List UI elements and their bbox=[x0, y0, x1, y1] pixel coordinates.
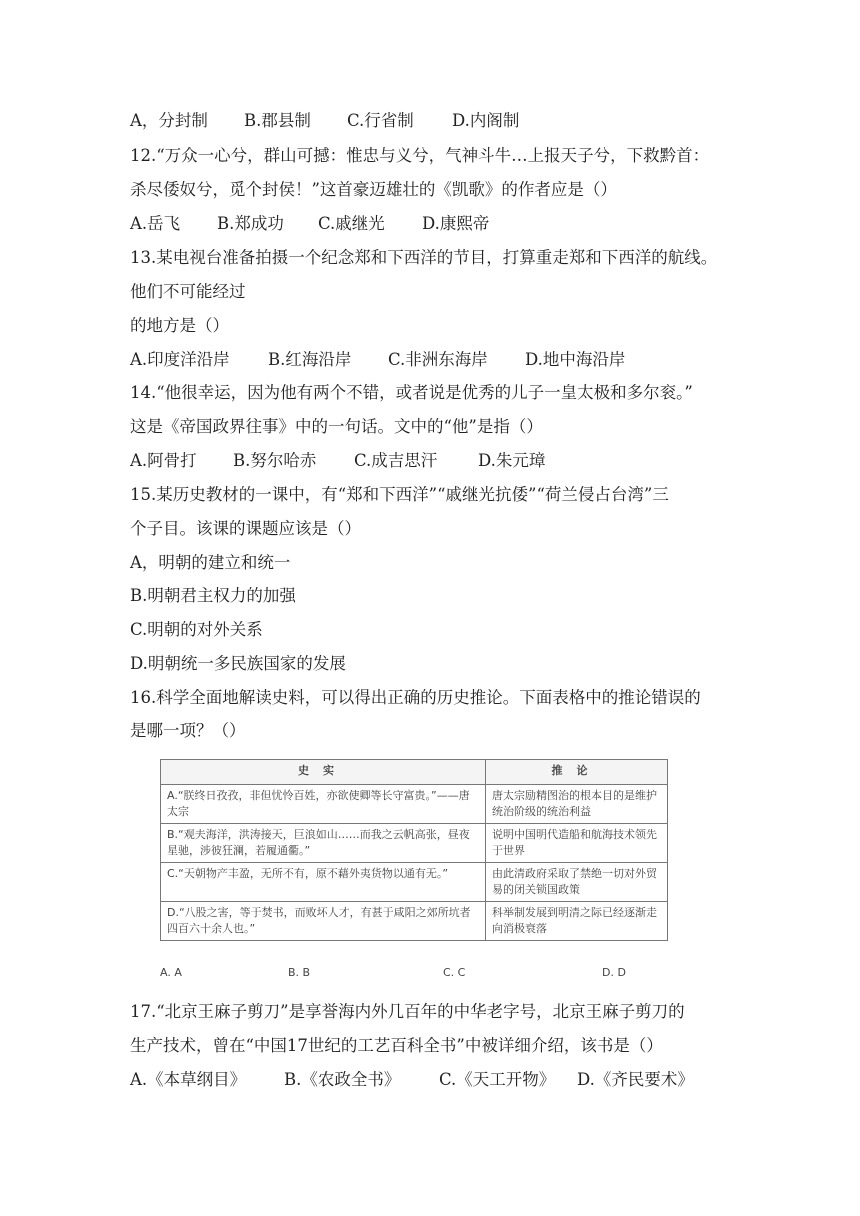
q15-stem-line1: 15.某历史教材的一课中，有“郑和下西洋”“戚继光抗倭”“荷兰侵占台湾”三 bbox=[130, 485, 669, 504]
table-row bbox=[161, 863, 668, 902]
q14-stem-line1: 14.“他很幸运，因为他有两个不错，或者说是优秀的儿子一皇太极和多尔衮。” bbox=[130, 383, 693, 402]
q14-options bbox=[130, 450, 545, 472]
table-cell-inference: 唐太宗励精图治的根本目的是维护统治阶级的统治利益 bbox=[486, 785, 668, 824]
q17-option-d: D.《齐民要术》 bbox=[577, 1070, 694, 1089]
q17-option-b: B.《农政全书》 bbox=[284, 1070, 401, 1089]
q17-stem-line2: 生产技术，曾在“中国17世纪的工艺百科全书”中被详细介绍，该书是（） bbox=[130, 1036, 663, 1055]
q16-stem-line1: 16.科学全面地解读史料，可以得出正确的历史推论。下面表格中的推论错误的 bbox=[130, 688, 701, 707]
q17-option-a: A.《本草纲目》 bbox=[130, 1070, 247, 1089]
table-row bbox=[161, 785, 668, 824]
table-cell-fact: A.“朕终日孜孜，非但忧怜百姓，亦欲使卿等长守富贵。”——唐太宗 bbox=[161, 785, 486, 824]
q16-option-b: B. B bbox=[288, 966, 311, 979]
q11-option-b: B.郡县制 bbox=[244, 111, 311, 130]
table-cell-fact: C.“天朝物产丰盈，无所不有，原不藉外夷货物以通有无。” bbox=[161, 863, 486, 902]
table-header-facts: 史实 bbox=[161, 760, 486, 785]
q15-option-a: A，明朝的建立和统一 bbox=[130, 553, 291, 572]
table-row bbox=[161, 824, 668, 863]
q16-stem-line2: 是哪一项？（） bbox=[130, 721, 246, 740]
table-cell-inference: 科举制发展到明清之际已经逐渐走向消极衰落 bbox=[486, 902, 668, 941]
q16-table bbox=[160, 759, 668, 941]
q13-option-c: C.非洲东海岸 bbox=[388, 350, 488, 369]
q12-stem-line2: 杀尽倭奴兮，觅个封侯！”这首豪迈雄壮的《凯歌》的作者应是（） bbox=[130, 180, 617, 199]
q15-option-b: B.明朝君主权力的加强 bbox=[130, 586, 296, 605]
q14-option-a: A.阿骨打 bbox=[130, 451, 197, 470]
q15-option-c: C.明朝的对外关系 bbox=[130, 620, 263, 639]
table-cell-inference: 说明中国明代造船和航海技术领先于世界 bbox=[486, 824, 668, 863]
q17-stem-line1: 17.“北京王麻子剪刀”是享誉海内外几百年的中华老字号，北京王麻子剪刀的 bbox=[130, 1002, 685, 1021]
q12-option-a: A.岳飞 bbox=[130, 214, 181, 233]
q14-stem-line2: 这是《帝国政界往事》中的一句话。文中的“他”是指（） bbox=[130, 417, 543, 436]
q16-option-c: C. C bbox=[443, 966, 466, 979]
q11-option-c: C.行省制 bbox=[347, 111, 414, 130]
q12-options bbox=[130, 213, 489, 235]
q12-option-b: B.郑成功 bbox=[217, 214, 284, 233]
q12-option-d: D.康熙帝 bbox=[422, 214, 490, 233]
q13-stem-line1: 13.某电视台准备拍摄一个纪念郑和下西洋的节目，打算重走郑和下西洋的航线。 bbox=[130, 248, 718, 267]
q16-option-a: A. A bbox=[160, 966, 182, 979]
q12-option-c: C.戚继光 bbox=[318, 214, 385, 233]
table-cell-fact: D.“八股之害，等于焚书，而败坏人才，有甚于咸阳之郊所坑者四百六十余人也。” bbox=[161, 902, 486, 941]
q14-option-b: B.努尔哈赤 bbox=[233, 451, 317, 470]
table-row bbox=[161, 902, 668, 941]
q13-stem-line2: 他们不可能经过 bbox=[130, 282, 246, 301]
q13-options bbox=[130, 349, 625, 371]
q14-option-c: C.成吉思汗 bbox=[354, 451, 438, 470]
q13-option-a: A.印度洋沿岸 bbox=[130, 350, 230, 369]
q13-stem-line3: 的地方是（） bbox=[130, 316, 229, 335]
q17-option-c: C.《天工开物》 bbox=[439, 1070, 556, 1089]
q11-options bbox=[130, 110, 519, 132]
table-cell-fact: B.“观夫海洋，洪涛接天，巨浪如山……而我之云帆高张，昼夜星驰，涉彼狂澜，若履通衢。” bbox=[161, 824, 486, 863]
table-header-row bbox=[161, 760, 668, 785]
q11-option-d: D.内阁制 bbox=[452, 111, 520, 130]
q11-option-a: A，分封制 bbox=[130, 111, 208, 130]
q14-option-d: D.朱元璋 bbox=[478, 451, 546, 470]
q12-stem-line1: 12.“万众一心兮，群山可撼：惟忠与义兮，气神斗牛…上报天子兮，下救黔首： bbox=[130, 146, 710, 165]
q17-options bbox=[130, 1069, 694, 1091]
q13-option-d: D.地中海沿岸 bbox=[525, 350, 626, 369]
q13-option-b: B.红海沿岸 bbox=[268, 350, 352, 369]
q16-option-d: D. D bbox=[602, 966, 626, 979]
q15-stem-line2: 个子目。该课的课题应该是（） bbox=[130, 519, 361, 538]
q15-option-d: D.明朝统一多民族国家的发展 bbox=[130, 654, 346, 673]
table-cell-inference: 由此清政府采取了禁绝一切对外贸易的闭关锁国政策 bbox=[486, 863, 668, 902]
table-header-inference: 推论 bbox=[486, 760, 668, 785]
